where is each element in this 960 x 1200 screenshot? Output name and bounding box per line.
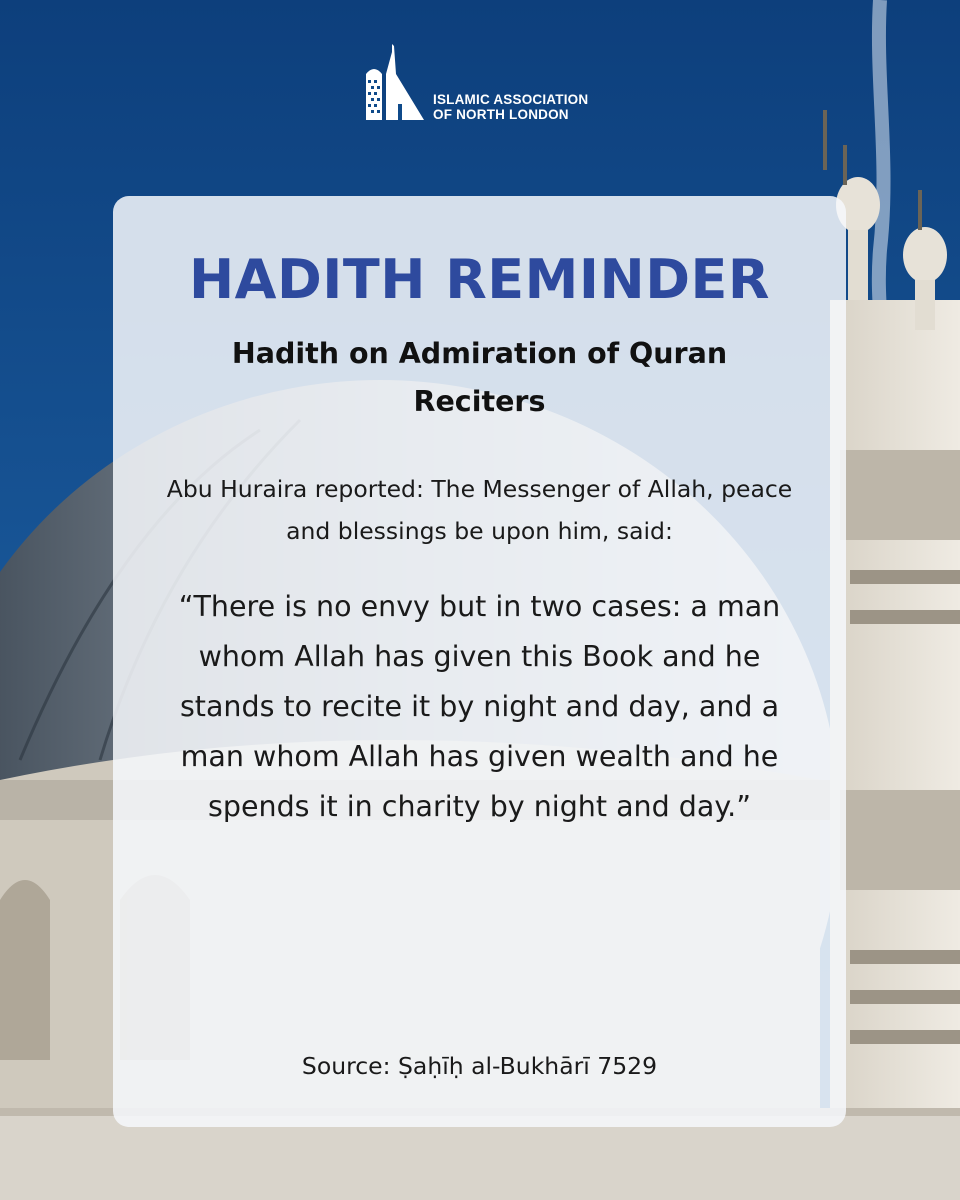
hadith-card bbox=[113, 196, 846, 1127]
card-title: HADITH REMINDER bbox=[188, 248, 770, 311]
mosque-building-icon bbox=[362, 44, 428, 120]
hadith-source: Source: Ṣaḥīḥ al-Bukhārī 7529 bbox=[301, 1052, 658, 1080]
hadith-quote: “There is no envy but in two cases: a man whom Allah has given this Book and he stands to recite it by night and day, and a man whom Allah has given wealth and he spends it in charity by night and day.” bbox=[178, 590, 781, 823]
brand-name bbox=[433, 92, 633, 122]
brand-name-line1: ISLAMIC ASSOCIATION bbox=[433, 92, 589, 107]
brand-logo bbox=[362, 44, 622, 122]
narration-intro: Abu Huraira reported: The Messenger of Allah, peace and blessings be upon him, said: bbox=[166, 475, 793, 545]
hadith-subtitle: Hadith on Admiration of Quran Reciters bbox=[231, 337, 728, 418]
brand-name-line2: OF NORTH LONDON bbox=[433, 107, 569, 122]
